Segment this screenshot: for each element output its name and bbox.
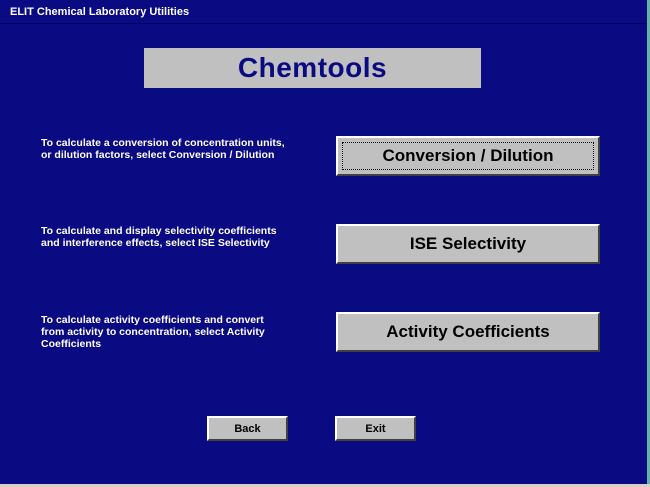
ise-selectivity-button-label: ISE Selectivity — [409, 234, 527, 253]
ise-selectivity-button[interactable] — [336, 224, 600, 264]
exit-button[interactable] — [335, 416, 416, 441]
page-title: Chemtools — [237, 52, 388, 83]
conversion-dilution-button[interactable] — [336, 136, 600, 176]
window-title: ELIT Chemical Laboratory Utilities — [10, 6, 190, 18]
activity-coefficients-button[interactable] — [336, 312, 600, 352]
conversion-dilution-button-label: Conversion / Dilution — [382, 146, 554, 165]
focus-indicator — [342, 142, 594, 170]
title-bar[interactable] — [0, 0, 650, 24]
activity-coefficients-button-label: Activity Coefficients — [386, 322, 550, 341]
ise-description: To calculate and display selectivity coefficients and interference effects, select ISE Selectivity — [41, 225, 277, 249]
exit-button-label: Exit — [365, 422, 386, 435]
back-button-label: Back — [234, 422, 261, 435]
back-button[interactable] — [207, 416, 288, 441]
page-title-box — [144, 48, 481, 88]
conversion-description: To calculate a conversion of concentration units, or dilution factors, select Conversion / Dilution — [41, 137, 285, 161]
activity-description: To calculate activity coefficients and convert from activity to concentration, select Activity Coefficients — [41, 314, 265, 350]
